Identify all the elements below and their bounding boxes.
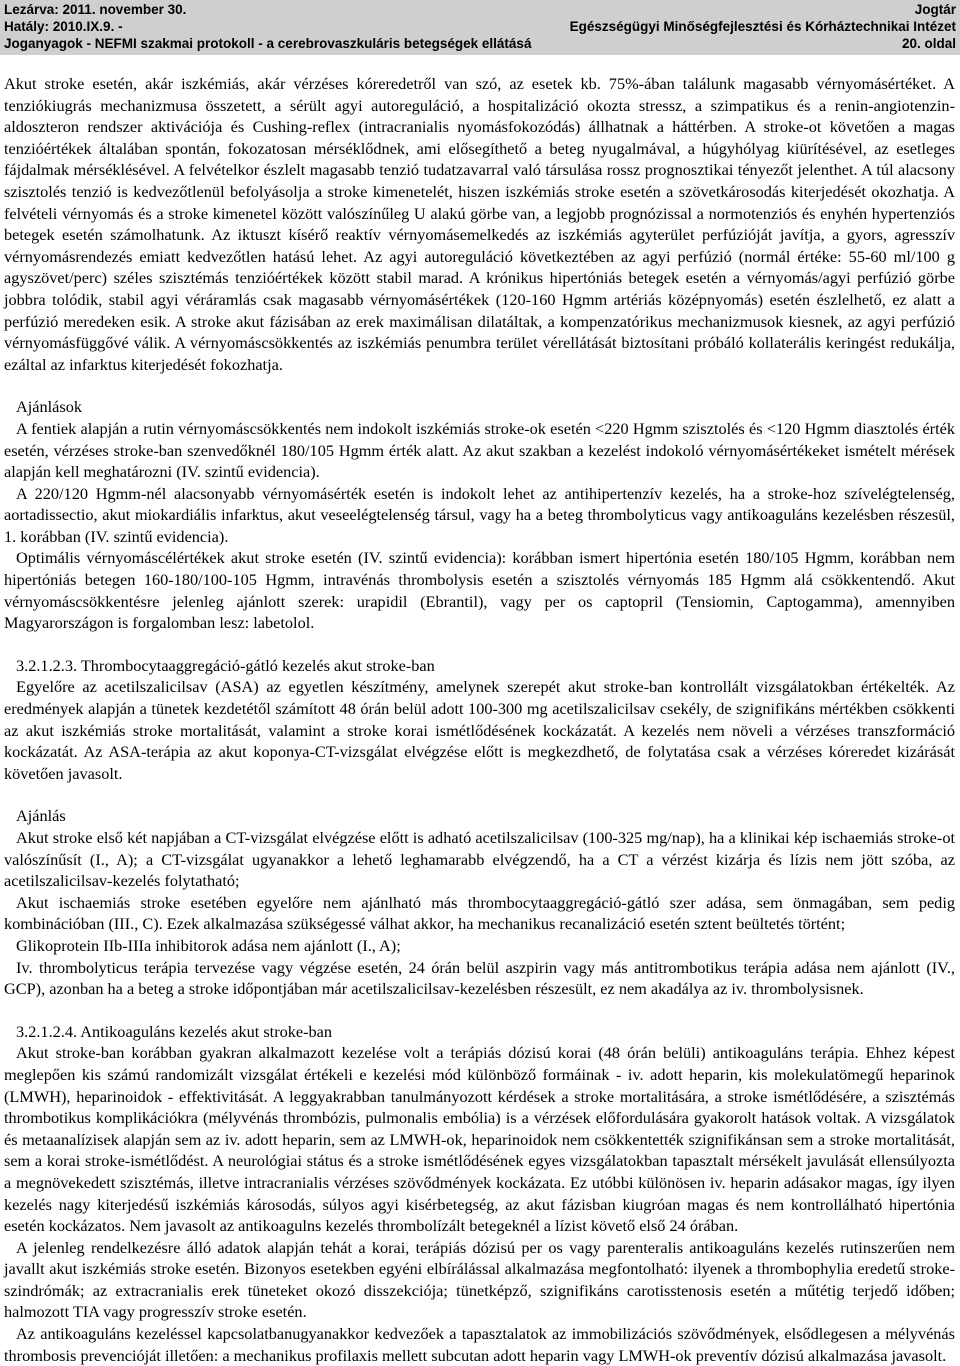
header-closed-date: Lezárva: 2011. november 30. [4, 2, 187, 17]
paragraph-text: Ajánlások [16, 397, 83, 417]
header-validity: Hatály: 2010.IX.9. - [4, 19, 123, 34]
header-institute: Egészségügyi Minőségfejlesztési és Kórháztechnikai Intézet [569, 19, 956, 34]
paragraph [4, 805, 955, 827]
document-body [4, 73, 955, 1366]
paragraph [4, 1042, 955, 1236]
paragraph-text: Akut ischaemiás stroke esetében egyelőre nem ajánlható más thrombocytaaggregáció-gátló szer adása, sem önmagában, sem pedig kombinációban (III., C). Ezek alkalmazása szükségessé válhat akkor, ha mechanikus recanalizáció esetén sztent beültetés történt; [4, 892, 955, 934]
header-right [570, 1, 956, 52]
header-left [4, 1, 531, 52]
paragraph-text: 3.2.1.2.3. Thrombocytaaggregáció-gátló kezelés akut stroke-ban [16, 655, 435, 675]
paragraph-text: Akut stroke esetén, akár iszkémiás, akár vérzéses kóreredetről van szó, az esetek kb. 75%-ában találunk magasabb vérnyomásértéket. A tenziókiugrás mechanizmusa összetett, a sérült agyi autoreguláció, a hospitalizáció okozta stressz, a szimpatikus és a renin-angiotenzin-aldoszteron rendszer aktivációja és Cushing-reflex (intracranialis nyomásfokozódás) állhatnak a háttérben. A stroke-ot követően a magas tenzióértékek általában spontán, fokozatosan mérséklődnek, ami elősegíthető a beteg nyugalmával, a húgyhólyag kiürítésével, az esetleges fájdalmak mérséklésével. A felvételkor észlelt magasabb tenzió tudatzavarral való társulása rossz prognosztikai tényezőt jelenthet. A túl alacsony szisztolés tenzió is kedvezőtlenül befolyásolja a stroke kimenetelét, hiszen iszkémiás stroke esetén a szövetkárosodás kiterjedését okozhatja. A felvételi vérnyomás és a stroke kimenetel között valószínűleg U alakú görbe van, a legjobb prognózissal a normotenziós és enyhén hypertenziós betegek esetén számolhatunk. Az iktuszt kísérő reaktív vérnyomásemelkedés az iszkémiás agyterület perfúzióját javítja, a gyors, agresszív vérnyomásrendezés emiatt kedvezőtlen hatású lehet. Az agyi autoreguláció következtében az agyi perfúzió (normál értéke: 55-60 ml/100 g agyszövet/perc) széles szisztémás tenzióértékek között stabil marad. A krónikus hipertóniás betegek esetén a vérnyomás/agyi perfúzió görbe jobbra tolódik, stabil agyi véráramlás csak magasabb vérnyomásértékek (120-160 Hgmm artériás középnyomás) esetén észlelhető, ez alatt a perfúzió meredeken esik. A stroke akut fázisában az erek maximálisan dilatáltak, a kompenzatórikus mechanizmusok kiesnek, az agyi perfúzió vérnyomásfüggővé válik. A vérnyomáscsökkentés az iszkémiás penumbra terület vérellátását biztosítani próbáló kollaterális keringést redukálja, ezáltal az infarktus kiterjedését fokozhatja. [4, 74, 955, 374]
header-page-number: 20. oldal [901, 36, 956, 51]
paragraph [4, 892, 955, 935]
header-document-title: Joganyagok - NEFMI szakmai protokoll - a cerebrovaszkuláris betegségek ellátásá [4, 36, 532, 51]
document-header [0, 0, 960, 55]
paragraph-text: Glikoprotein IIb-IIIa inhibitorok adása nem ajánlott (I., A); [16, 935, 401, 955]
paragraph [4, 73, 955, 375]
paragraph-text: Akut stroke első két napjában a CT-vizsgálat elvégzése előtt is adható acetilszalicilsav (100-325 mg/nap), ha a klinikai kép ischaemiás stroke-ot valószínűsít (I., A); a CT-vizsgálat ugyanakkor a lehető leghamarabb elvégzendő, ha a CT a vérzést kizárja és lízis nem jött szóba, az acetilszalicilsav-kezelés folytatható; [4, 828, 955, 891]
paragraph-text: A jelenleg rendelkezésre álló adatok alapján tehát a korai, terápiás dózisú per os vagy parenteralis antikoaguláns kezelés rutinszerűen nem javallt akut iszkémiás stroke esetén. Bizonyos esetekben egyéni elbírálással alkalmazása megfontolható: ilyenek a thrombophylia eredetű stroke-szindrómák; az extracranialis erek tüneteket okozó disszekciója; tünetképző, szignifikáns carotisstenosis esetén a műtétig terjedő időben; halmozott TIA vagy progresszív stroke esetén. [4, 1237, 955, 1322]
paragraph-text: Egyelőre az acetilszalicilsav (ASA) az egyetlen készítmény, amelynek szerepét akut stroke-ban kontrollált vizsgálatokban értékelték. Az eredmények alapján a tünetek kezdetétől számított 48 órán belül adott 100-300 mg acetilszalicilsav csekély, de szignifikáns mértékben csökkenti az akut iszkémiás stroke mortalitását, valamint a stroke korai ismétlődésének kockázatát. A kezelés nem növeli a vérzéses transzformáció kockázatát. Az ASA-terápia az akut koponya-CT-vizsgálat elvégzése előtt is megkezdhető, de folytatása csak a vérzéses kóreredet kizárását követően javasolt. [4, 677, 955, 783]
paragraph [4, 1323, 955, 1366]
paragraph-text: 3.2.1.2.4. Antikoaguláns kezelés akut stroke-ban [16, 1021, 333, 1041]
paragraph [4, 1021, 955, 1043]
paragraph-text: Optimális vérnyomáscélértékek akut stroke esetén (IV. szintű evidencia): korábban ismert hipertónia esetén 180/105 Hgmm, korábban nem hipertóniás betegen 160-180/100-105 Hgmm, intravénás thrombolysis esetén a szisztolés vérnyomás 185 Hgmm alá csökkentendő. Akut vérnyomáscsökkentésre jelenleg ajánlott szerek: urapidil (Ebrantil), vagy per os captopril (Tensiomin, Captogamma), amennyiben Magyarországon is forgalomban lesz: labetolol. [4, 548, 955, 633]
paragraph-text: A 220/120 Hgmm-nél alacsonyabb vérnyomásérték esetén is indokolt lehet az antihipertenzív kezelés, ha a stroke-hoz szívelégtelenség, aortadissectio, akut miokardiális infarktus, akut veseelégtelenség társul, vagy ha a beteg thrombolyticus vagy antikoaguláns kezelésben részesül, 1. korábban (IV. szintű evidencia). [4, 483, 955, 546]
paragraph-text: Ajánlás [16, 806, 66, 826]
paragraph-text: Iv. thrombolyticus terápia tervezése vagy végzése esetén, 24 órán belül aszpirin vagy más antitrombotikus terápia adása nem ajánlott (IV., GCP), azonban ha a beteg a stroke időpontjában már acetilszalicilsav-kezelésben részesült, ez nem akadálya az iv. thrombolysisnek. [4, 957, 955, 999]
header-source: Jogtár [914, 2, 956, 17]
paragraph-text: Akut stroke-ban korábban gyakran alkalmazott kezelése volt a terápiás dózisú korai (48 órán belüli) antikoaguláns terápia. Ehhez képest meglepően kis számú randomizált vizsgálat értékeli e kezelési mód különböző formáinak - iv. adott heparin, kis molekulatömegű heparinok (LMWH), heparinoidok - effektivitását. A leggyakrabban tanulmányozott kérdések a stroke mortalitására, a stroke ismétlődésére, a szisztémás thrombotikus komplikációkra (mélyvénás thrombózis, pulmonalis embólia) is a vérzések előfordulására gyakorolt hatások voltak. A vizsgálatok és metaanalízisek alapján sem az iv. adott heparin, sem az LMWH-ok, heparinoidok nem csökkentették szignifikánsan sem a stroke mortalitását, sem a korai stroke-ismétlődést. A neurológiai státus és a stroke ismétlődésének egyes vizsgálatokban tapasztalt mérsékelt javulását ellensúlyozta a megnövekedett szisztémás, illetve intracranialis vérzéses szövődmények kockázata. Ez utóbbi különösen iv. heparin adásakor magas, így ilyen kezelés nagy kiterjedésű iszkémiás károsodás, súlyos agyi kisérbetegség, az akut fázisban kiugróan magas és nem kontrollálható hipertónia esetén kockázatos. Nem javasolt az antikoagulns kezelés thrombolízált betegeknél a lízist követő első 24 órában. [4, 1043, 955, 1236]
paragraph [4, 483, 955, 548]
paragraph [4, 957, 955, 1000]
paragraph [4, 1237, 955, 1323]
paragraph [4, 547, 955, 633]
paragraph-text: A fentiek alapján a rutin vérnyomáscsökkentés nem indokolt iszkémiás stroke-ok esetén <220 Hgmm szisztolés és <120 Hgmm diasztolés érték esetén, vérzéses stroke-ban szenvedőknél 180/105 Hgmm érték alatt. Az akut szakban a kezelést indokoló vérnyomásértékeket ismételt mérések alapján kell meghatározni (IV. szintű evidencia). [4, 418, 955, 482]
paragraph-text: Az antikoaguláns kezeléssel kapcsolatbanugyanakkor kedvezőek a tapasztalatok az immobilizációs szövődmények, elsődlegesen a mélyvénás thrombosis prevencióját illetően: a mechanikus profilaxis mellett subcutan adott heparin vagy LMWH-ok preventív dózisú alkalmazása javasolt. [4, 1324, 955, 1365]
paragraph [4, 396, 955, 418]
paragraph [4, 418, 955, 483]
paragraph [4, 655, 955, 677]
paragraph [4, 935, 955, 957]
paragraph [4, 676, 955, 784]
paragraph [4, 827, 955, 892]
